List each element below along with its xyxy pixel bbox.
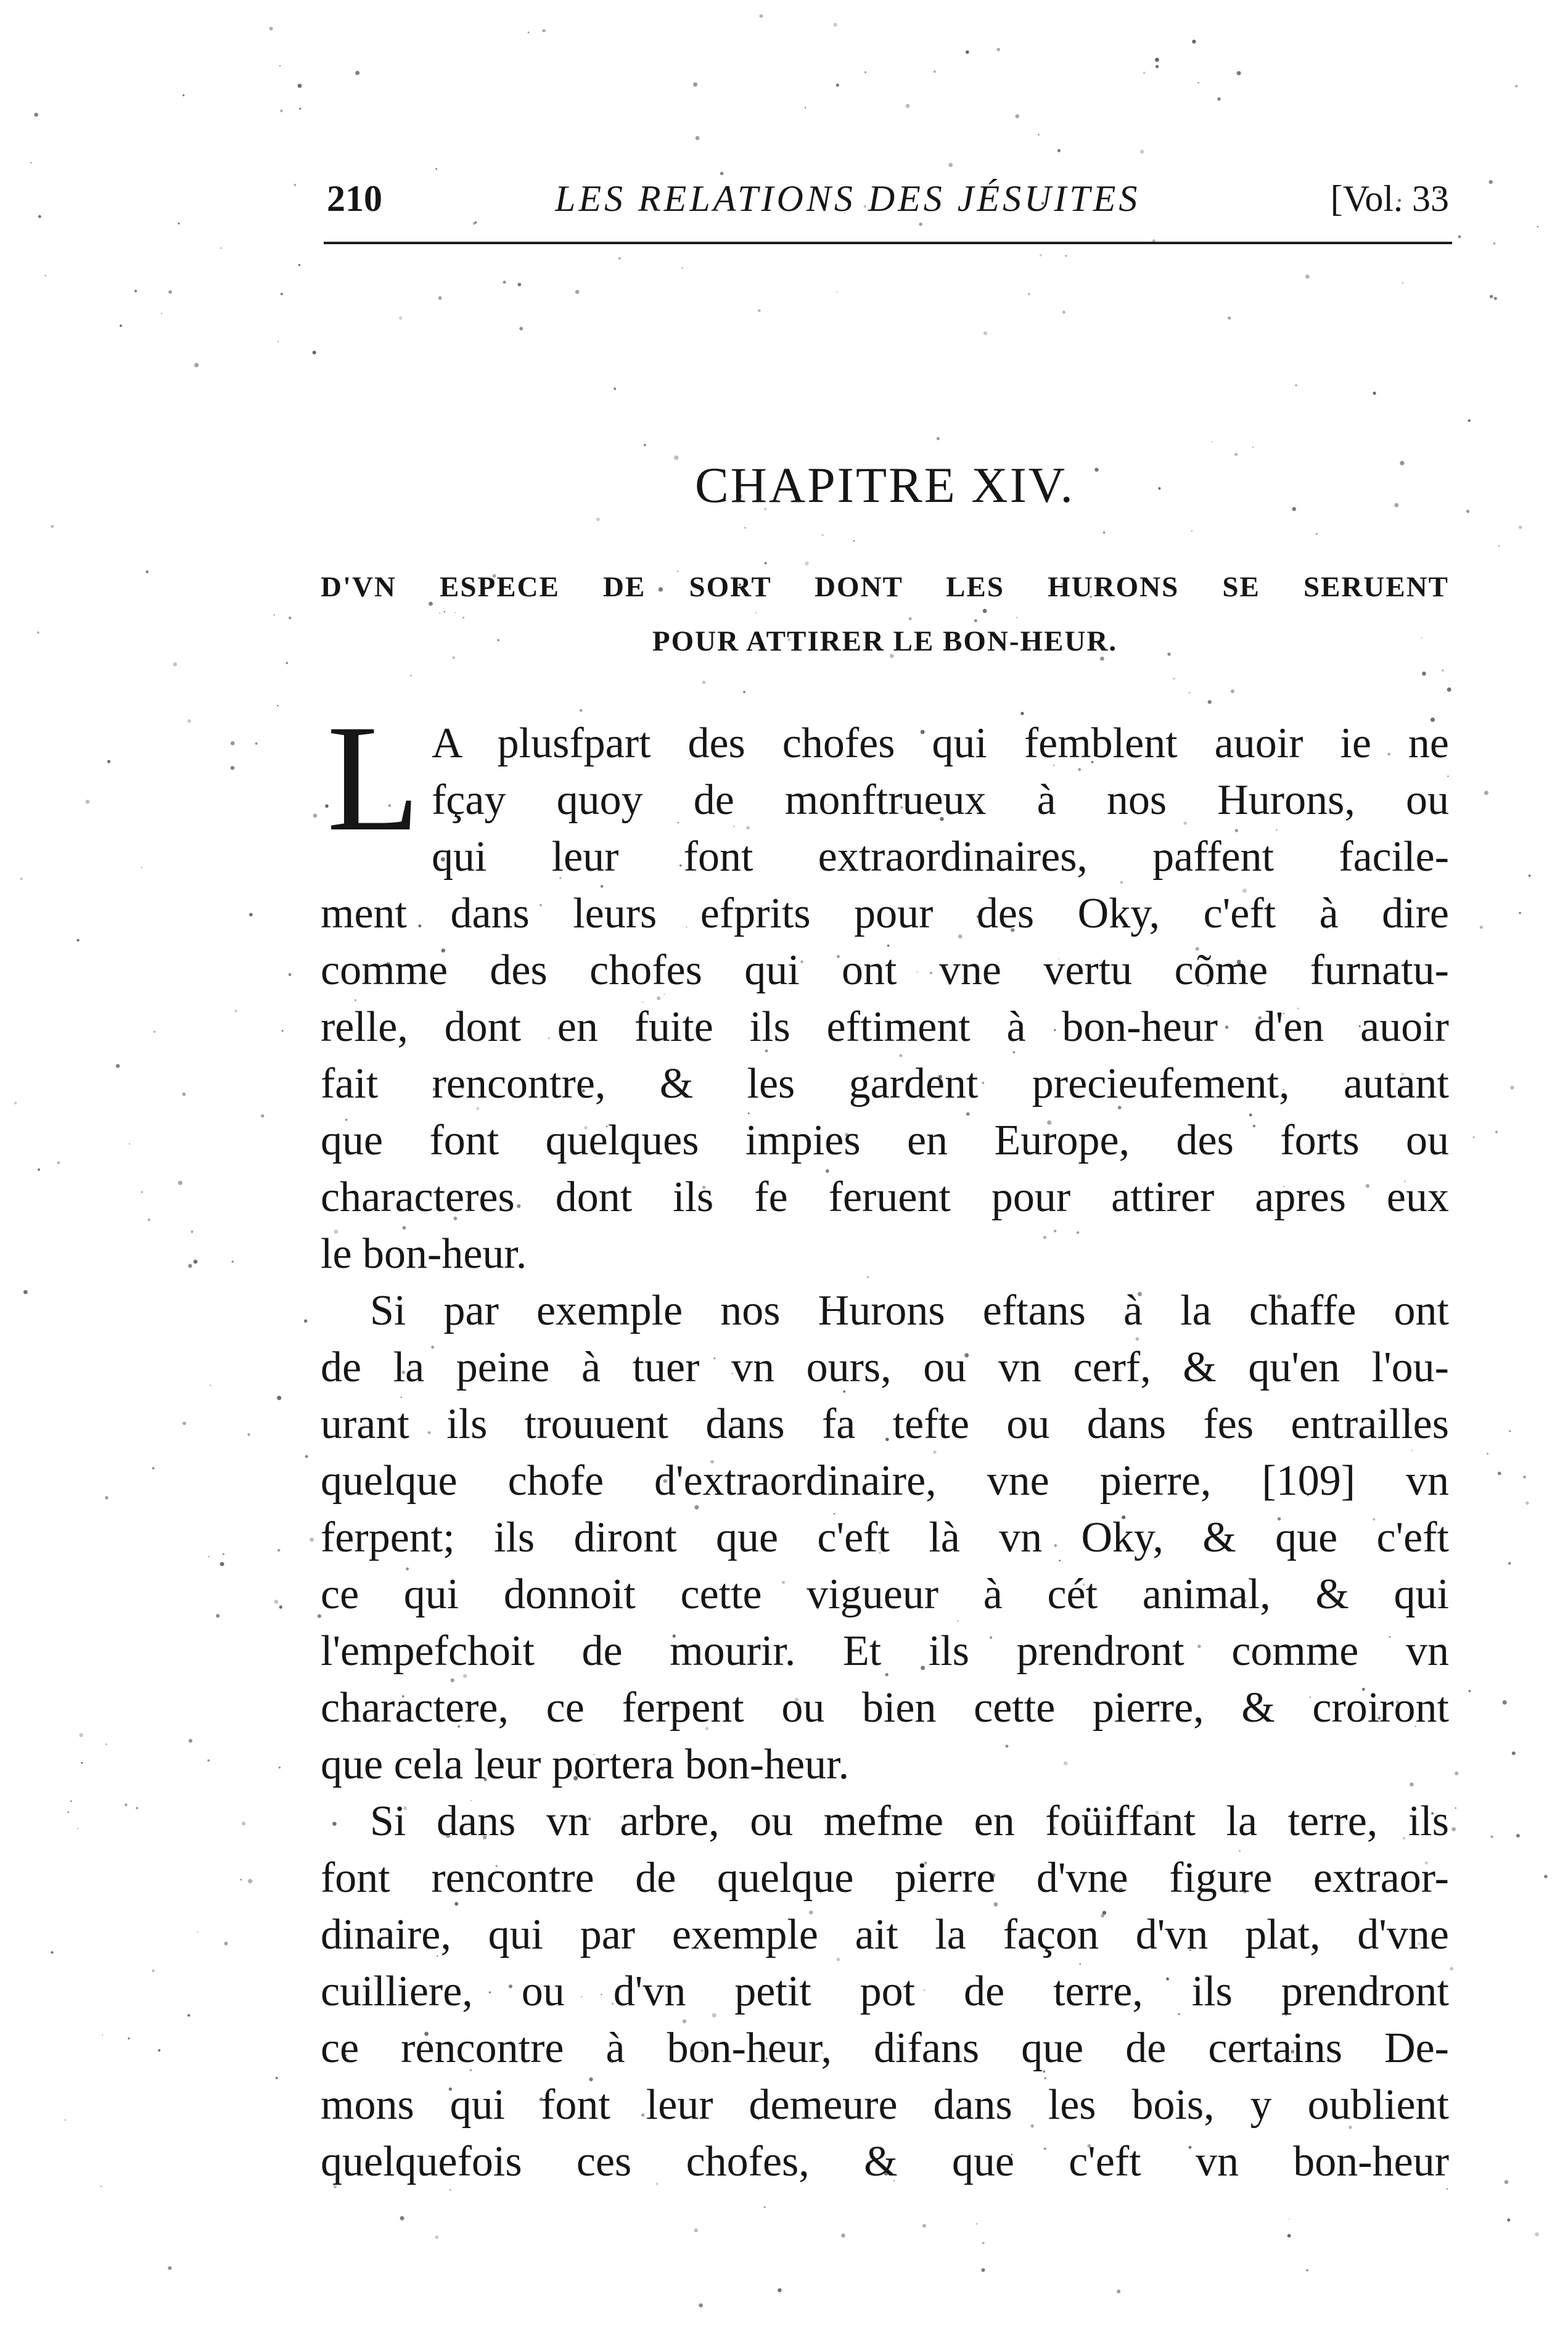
header-rule: [324, 242, 1452, 244]
text-line: que font quelques impies en Europe, des forts ou: [321, 1117, 1449, 1164]
text-line: ment dans leurs efprits pour des Oky, c'eft à dire: [321, 890, 1449, 937]
text-line: characteres dont ils fe feruent pour attirer apres eux: [321, 1173, 1449, 1221]
text-line: comme des chofes qui ont vne vertu cõme furnatu-: [321, 947, 1449, 994]
text-line: Si dans vn arbre, ou mefme en foüiffant la terre, ils: [370, 1798, 1449, 1845]
chapter-subtitle-line-2: POUR ATTIRER LE BON-HEUR.: [652, 625, 1118, 657]
text-line: ce qui donnoit cette vigueur à cét animal, & qui: [321, 1571, 1449, 1618]
text-line: cuilliere, ou d'vn petit pot de terre, ils prendront: [321, 1968, 1449, 2015]
chapter-subtitle: [321, 560, 1449, 668]
text-line: de la peine à tuer vn ours, ou vn cerf, & qu'en l'ou-: [321, 1344, 1449, 1391]
text-line: dinaire, qui par exemple ait la façon d'vn plat, d'vne: [321, 1911, 1449, 1958]
text-line: que cela leur portera bon-heur.: [321, 1741, 850, 1788]
text-line: ce rencontre à bon-heur, difans que de certains De-: [321, 2024, 1449, 2072]
text-line: font rencontre de quelque pierre d'vne figure extraor-: [321, 1854, 1449, 1902]
running-header: [321, 166, 1449, 222]
text-line: mons qui font leur demeure dans les bois, y oublient: [321, 2081, 1449, 2129]
text-line: le bon-heur.: [321, 1230, 527, 1278]
text-line: Si par exemple nos Hurons eftans à la chaffe ont: [370, 1287, 1449, 1334]
chapter-subtitle-line-1: D'VN ESPECE DE SORT DONT LES HURONS SE SERUENT: [321, 571, 1449, 603]
page-number: 210: [327, 178, 382, 219]
text-line: urant ils trouuent dans fa tefte ou dans fes entrailles: [321, 1400, 1449, 1448]
text-line: quelque chofe d'extraordinaire, vne pierre, [109] vn: [321, 1457, 1449, 1505]
text-line: qui leur font extraordinaires, paffent facile-: [432, 833, 1449, 881]
text-line: l'empefchoit de mourir. Et ils prendront comme vn: [321, 1627, 1449, 1675]
chapter-title: CHAPITRE XIV.: [694, 457, 1075, 513]
text-line: A plusfpart des chofes qui femblent auoir ie ne: [432, 720, 1449, 767]
text-line: fait rencontre, & les gardent precieufement, autant: [321, 1060, 1449, 1108]
text-line: ferpent; ils diront que c'eft là vn Oky, & que c'eft: [321, 1514, 1449, 1561]
drop-cap: L: [327, 693, 421, 863]
text-line: charactere, ce ferpent ou bien cette pierre, & croiront: [321, 1684, 1449, 1732]
running-title: LES RELATIONS DES JÉSUITES: [555, 178, 1141, 219]
text-line: quelquefois ces chofes, & que c'eft vn bon-heur: [321, 2138, 1449, 2185]
text-line: relle, dont en fuite ils eftiment à bon-heur d'en auoir: [321, 1003, 1449, 1051]
text-line: fçay quoy de monftrueux à nos Hurons, ou: [432, 776, 1449, 824]
volume-label: [Vol. 33: [1330, 178, 1449, 219]
